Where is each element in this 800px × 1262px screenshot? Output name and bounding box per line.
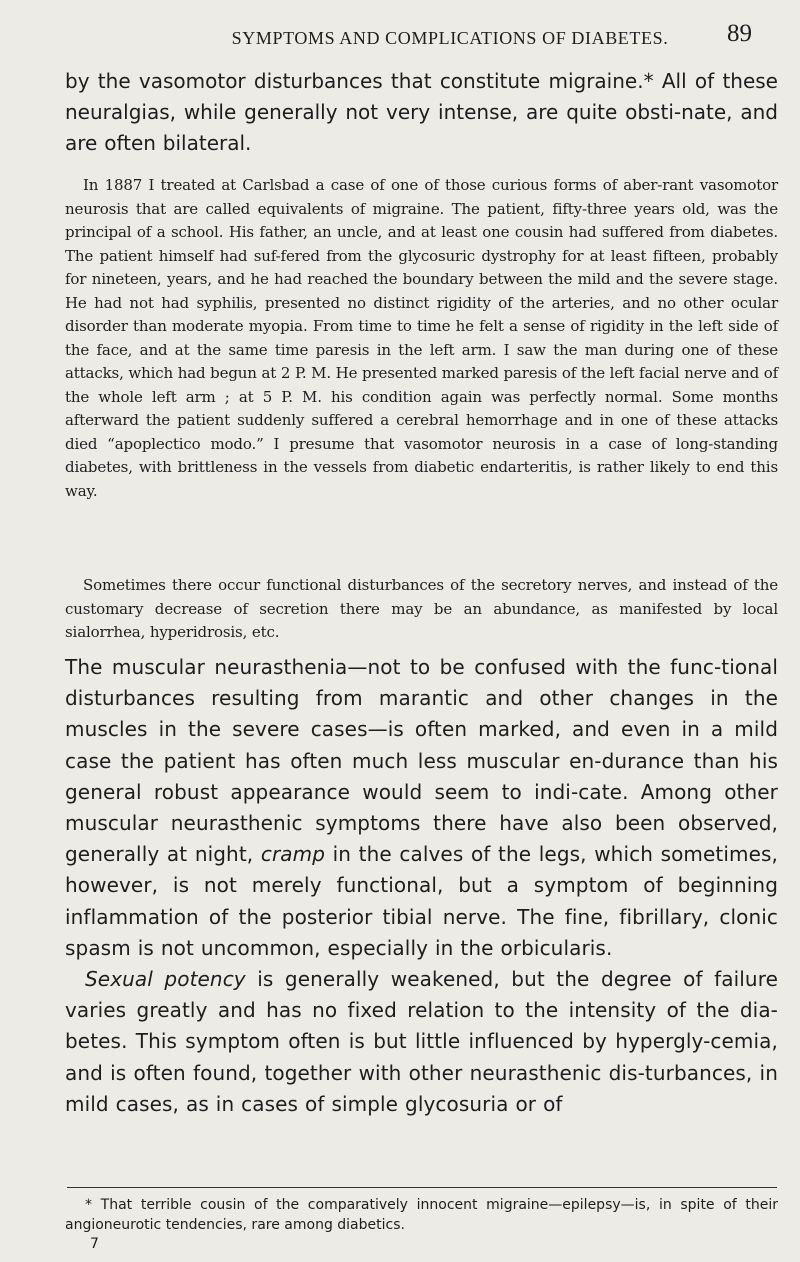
- sexual-potency-text: is generally weakened, but the degree of failure varies greatly and has no fixed relation to the intensity of the dia-betes. This symptom often is but little influenced by hypergly-cemia, and is often found, together with other neurasthenic dis-turbances, in mild cases, as in cases of simple glycosuria or of: [65, 967, 779, 1116]
- muscular-neurasthenia-paragraph: [65, 652, 778, 964]
- sexual-potency-paragraph: [65, 964, 778, 1120]
- signature-mark: 7: [90, 1236, 99, 1252]
- cramp-italic: cramp: [260, 842, 325, 867]
- paragraph-continuation: by the vasomotor disturbances that constitute migraine.* All of these neuralgias, while generally not very intense, are quite obsti-nate, and are often bilateral.: [65, 69, 778, 156]
- page-number: 89: [727, 20, 752, 47]
- muscular-text-start: The muscular neurasthenia—not to be confused with the func-tional disturbances resulting from marantic and other changes in the muscles in the severe cases—is often marked, and even in a mild case the patient has often much less muscular en-durance than his general robust appearance would seem to indi-cate. Among other muscular neurasthenic symptoms there have also been observed, generally at night,: [65, 655, 778, 867]
- secretory-nerves-paragraph: Sometimes there occur functional disturbances of the secretory nerves, and instead of the customary decrease of secretion there may be an abundance, as manifested by local sialorrhea, hyperidrosis, etc.: [65, 576, 778, 641]
- case-report-paragraph: In 1887 I treated at Carlsbad a case of one of those curious forms of aber-rant vasomotor neurosis that are called equivalents of migraine. The patient, fifty-three years old, was the principal of a school. His father, an uncle, and at least one cousin had suffered from diabetes. The patient himself had suf-fered from the glycosuric dystrophy for at least fifteen, probably for nineteen, years, and he had reached the boundary between the mild and the severe stage. He had not had syphilis, presented no distinct rigidity of the arteries, and no other ocular disorder than moderate myopia. From time to time he felt a sense of rigidity in the left side of the face, and at the same time paresis in the left arm. I saw the man during one of these attacks, which had begun at 2 P. M. He presented marked paresis of the left facial nerve and of the whole left arm ; at 5 P. M. his condition again was perfectly normal. Some months afterward the patient suddenly suffered a cerebral hemorrhage and in one of these attacks died “apoplectico modo.” I presume that vasomotor neurosis in a case of long-standing diabetes, with brittleness in the vessels from diabetic endarteritis, is rather likely to end this way.: [65, 176, 778, 500]
- sexual-potency-italic: Sexual potency: [85, 967, 246, 991]
- footnote: * That terrible cousin of the comparatively innocent migraine—epilepsy—is, in spite of their angioneurotic tendencies, rare among diabetics.: [65, 1197, 778, 1233]
- muscular-text-rest: in the calves of the legs, which sometimes, however, is not merely functional, but a symptom of beginning inflammation of the posterior tibial nerve. The fine, fibrillary, clonic spasm is not uncommon, especially in the orbicularis.: [65, 842, 778, 960]
- running-title: SYMPTOMS AND COMPLICATIONS OF DIABETES.: [231, 28, 669, 48]
- footnote-divider: [67, 1187, 777, 1188]
